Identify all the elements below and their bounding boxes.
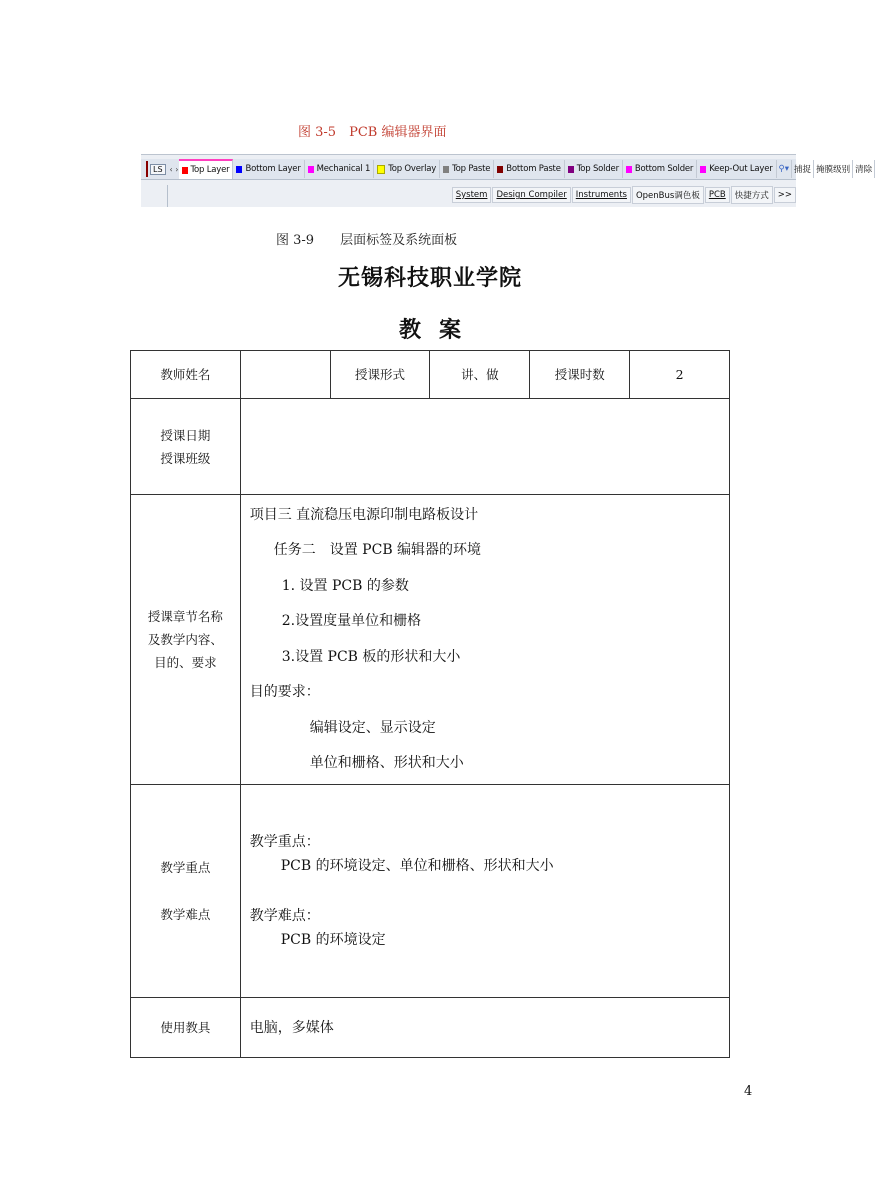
task-title: 任务二 设置 PCB 编辑器的环境 [273,542,482,558]
layer-color-swatch [700,166,706,173]
table-row [131,351,730,399]
chapter-content [240,495,729,785]
content-item: 2.设置度量单位和栅格 [281,613,422,629]
figure-caption-3-5: 图 3-5 PCB 编辑器界面 [298,125,447,140]
panel-design-compiler-button[interactable]: Design Compiler [492,187,570,203]
layer-color-swatch [377,165,385,174]
panel-shortcuts-button[interactable]: 快捷方式 [731,186,773,204]
figure-caption-3-9: 图 3-9 层面标签及系统面板 [276,233,458,248]
teaching-date-label: 授课日期 [160,427,211,443]
layer-color-swatch [308,166,314,173]
layer-color-swatch [236,166,242,173]
layer-tabs-screenshot [141,154,873,207]
table-row [131,399,730,495]
layer-tab-top-paste[interactable]: Top Paste [440,160,494,178]
teaching-hours-value: 2 [630,351,730,399]
layer-tab-bottom-solder[interactable]: Bottom Solder [623,160,697,178]
key-points-text: PCB 的环境设定、单位和栅格、形状和大小 [280,858,554,874]
table-row [131,998,730,1058]
key-difficulty-content [240,785,729,998]
project-title: 项目三 直流稳压电源印制电路板设计 [249,506,479,523]
spacer [131,879,240,903]
teaching-tools-value: 电脑，多媒体 [240,998,729,1058]
teaching-class-label: 授课班级 [160,450,211,466]
layer-color-swatch [182,167,188,174]
layer-tab-mechanical-1[interactable]: Mechanical 1 [305,160,375,178]
layer-color-swatch [443,166,449,173]
layer-color-swatch [568,166,574,173]
layer-tab-bottom-paste[interactable]: Bottom Paste [494,160,564,178]
panel-openbus-button[interactable]: OpenBus调色板 [632,186,704,204]
teacher-name-label: 教师姓名 [131,351,241,399]
date-class-label [131,399,241,495]
chapter-label-line: 授课章节名称 [147,609,223,624]
chapter-label-line: 及教学内容、 [147,632,223,647]
date-class-value [240,399,729,495]
teaching-form-value: 讲、做 [430,351,530,399]
teaching-form-label: 授课形式 [330,351,430,399]
layer-tab-top-overlay[interactable]: Top Overlay [374,160,440,178]
layer-tab-keep-out-layer[interactable]: Keep-Out Layer [697,160,776,178]
current-layer-swatch[interactable] [146,161,148,177]
layer-tab-top-layer[interactable]: Top Layer [179,159,234,179]
content-item: 3.设置 PCB 板的形状和大小 [281,648,461,665]
snap-button[interactable]: 捕捉 [792,160,814,178]
content-item: 1. 设置 PCB 的参数 [281,577,409,594]
table-row [131,785,730,998]
key-points-label: 教学重点 [160,860,211,875]
clear-button[interactable]: 清除 [853,160,875,178]
key-difficulty-label [131,785,241,998]
layer-tab-top-solder[interactable]: Top Solder [565,160,623,178]
school-title: 无锡科技职业学院 [337,266,522,291]
layer-tab-bottom-layer[interactable]: Bottom Layer [233,160,304,178]
objectives-title: 目的要求： [249,684,320,700]
mask-level-button[interactable]: 掩膜级别 [814,160,853,178]
objective-item: 单位和栅格、形状和大小 [309,755,464,771]
layer-tab-row [141,159,873,180]
teacher-name-value [240,351,330,399]
panel-pcb-button[interactable]: PCB [705,187,730,203]
table-row [131,495,730,785]
system-panel-row [141,185,796,205]
lesson-plan-table [130,350,730,1058]
document-subtitle: 教案 [398,318,479,343]
teaching-tools-label: 使用教具 [131,998,241,1058]
panel-more-button[interactable]: >> [774,187,796,203]
layer-set-button[interactable]: LS [150,164,166,175]
filter-icon[interactable]: ⚲▾ [777,160,793,178]
objective-item: 编辑设定、显示设定 [309,719,436,736]
layer-color-swatch [626,166,632,173]
page-number: 4 [744,1084,753,1099]
chapter-content-label [131,495,241,785]
difficulties-title: 教学难点： [249,908,320,924]
difficulties-text: PCB 的环境设定 [280,932,386,948]
teaching-hours-label: 授课时数 [530,351,630,399]
layer-nav-arrows[interactable]: ‹ › [169,164,179,174]
key-points-title: 教学重点： [249,834,320,850]
panel-instruments-button[interactable]: Instruments [572,187,631,203]
panel-system-button[interactable]: System [452,187,492,203]
difficulties-label: 教学难点 [160,907,211,922]
layer-color-swatch [497,166,503,173]
chapter-label-line: 目的、要求 [154,655,217,670]
spacer [250,878,729,904]
